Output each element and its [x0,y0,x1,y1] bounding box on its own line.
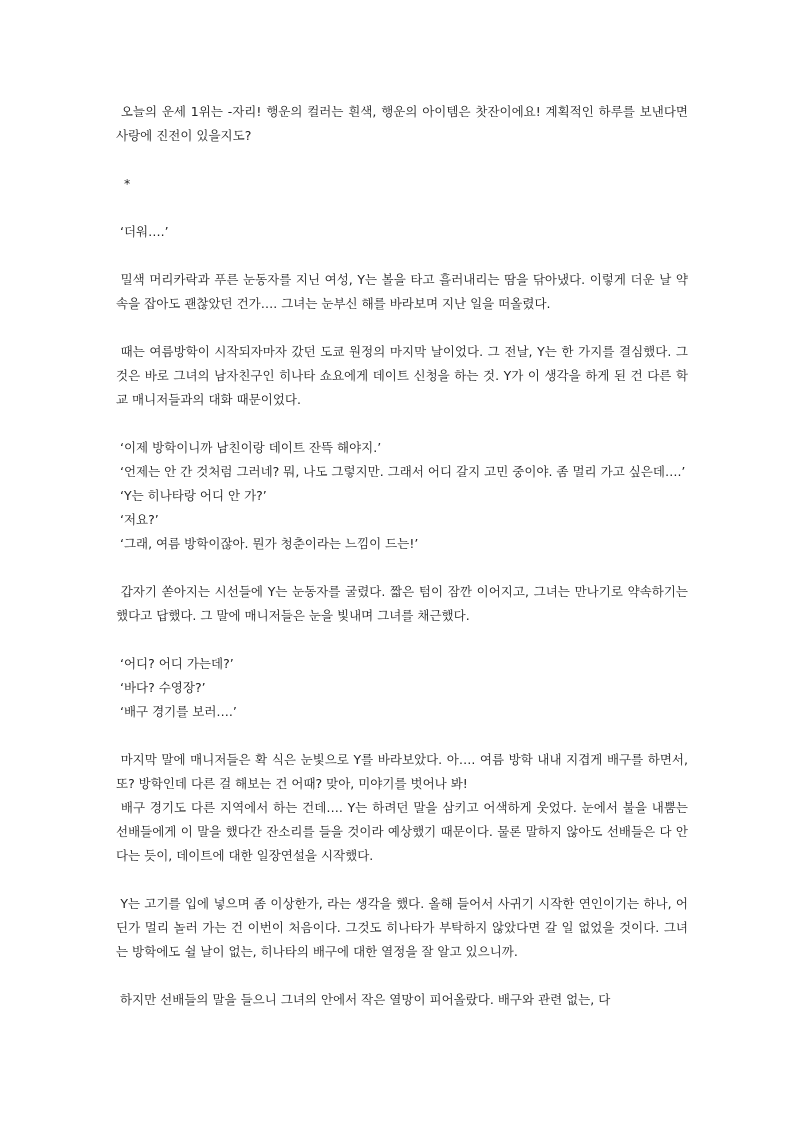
text-line: 오늘의 운세 1위는 -자리! 행운의 컬러는 흰색, 행운의 아이템은 찻잔이에요! 계획적인 하루를 보낸다면 사랑에 진전이 있을지도? [116,104,692,143]
dialogue-line: ‘그래, 여름 방학이잖아. 뭔가 청춘이라는 느낌이 드는!’ [116,536,419,551]
paragraph-intro [116,268,688,316]
paragraph-horoscope [116,100,692,148]
paragraph-thought [116,220,688,244]
paragraph-reaction [116,580,692,628]
dialogue-block-2 [116,652,688,724]
text-line: 배구 경기도 다른 지역에서 하는 건데…. Y는 하려던 말을 삼키고 어색하게 웃었다. 눈에서 불을 내뿜는 선배들에게 이 말을 했다간 잔소리를 들을 것이라 예상했기 때문이다. 물론 말하지 않아도 선배들은 다 안다는 듯이, 데이트에 대한 일장연설을 시작했다. [116,800,692,863]
text-line: * [116,176,131,191]
text-line: 마지막 말에 매니저들은 확 식은 눈빛으로 Y를 바라보았다. 아…. 여름 방학 내내 지겹게 배구를 하면서, 또? 방학인데 다른 걸 해보는 건 어때? 맞아, 미야기를 벗어나 봐! [116,752,692,791]
scene-break [116,172,688,196]
dialogue-line: ‘Y는 히나타랑 어디 안 가?’ [116,488,267,503]
dialogue-line: ‘이제 방학이니까 남친이랑 데이트 잔뜩 해야지.’ [116,440,382,455]
dialogue-line: ‘저요?’ [116,512,159,527]
dialogue-line: ‘배구 경기를 보러….’ [116,704,237,719]
text-line: ‘더워….’ [116,224,169,239]
text-line: 하지만 선배들의 말을 들으니 그녀의 안에서 작은 열망이 피어올랐다. 배구와 관련 없는, 다 [116,992,611,1007]
document-body [116,100,692,1036]
text-line: Y는 고기를 입에 넣으며 좀 이상한가, 라는 생각을 했다. 올해 들어서 사귀기 시작한 연인이기는 하나, 어딘가 멀리 놀러 가는 건 이번이 처음이다. 그것도 히나타가 부탁하지 않았다면 갈 일 없었을 것이다. 그녀는 방학에도 쉴 날이 없는, 히나타의 배구에 대한 열정을 잘 알고 있으니까. [116,896,688,959]
paragraph-reflection [116,892,688,964]
dialogue-block-1 [116,436,688,556]
text-line: 밀색 머리카락과 푸른 눈동자를 지닌 여성, Y는 볼을 타고 흘러내리는 땀을 닦아냈다. 이렇게 더운 날 약속을 잡아도 괜찮았던 건가…. 그녀는 눈부신 해를 바라보며 지난 일을 떠올렸다. [116,272,688,311]
paragraph-desire [116,988,688,1012]
dialogue-line: ‘바다? 수영장?’ [116,680,206,695]
dialogue-line: ‘언제는 안 간 것처럼 그러네? 뭐, 나도 그렇지만. 그래서 어디 갈지 고민 중이야. 좀 멀리 가고 싶은데….’ [116,464,686,479]
text-line: 갑자기 쏟아지는 시선들에 Y는 눈동자를 굴렸다. 짧은 텀이 잠깐 이어지고, 그녀는 만나기로 약속하기는 했다고 답했다. 그 말에 매니저들은 눈을 빛내며 그녀를 채근했다. [116,584,692,623]
dialogue-line: ‘어디? 어디 가는데?’ [116,656,234,671]
paragraph-managers [116,748,692,868]
paragraph-backstory [116,340,688,412]
text-line: 때는 여름방학이 시작되자마자 갔던 도쿄 원정의 마지막 날이었다. 그 전날, Y는 한 가지를 결심했다. 그것은 바로 그녀의 남자친구인 히나타 쇼요에게 데이트 신청을 하는 것. Y가 이 생각을 하게 된 건 다른 학교 매니저들과의 대화 때문이었다. [116,344,688,407]
